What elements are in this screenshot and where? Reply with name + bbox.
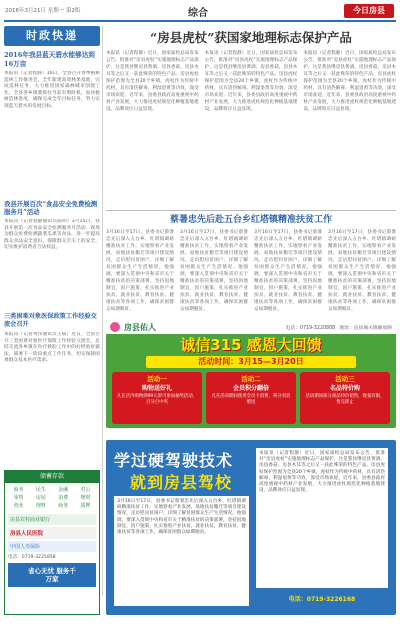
header [4, 2, 396, 22]
bank2-name: 房县农村商业银行 [10, 517, 51, 523]
insurance-name: 中国人寿保险 [10, 544, 41, 550]
bank-ad-header [5, 471, 99, 483]
hospital-name: 房县人民医院 [10, 531, 44, 537]
promo-box-sub: 会员积分翻倍 [232, 385, 269, 392]
article-1-col-b: 本报讯（记者程静）近日，国家质检总局发布公告，批准对“房县虎杖”实施地理标志产品保护，这是我县继房县黄酒、房县香菇、房县木耳等之后又一获此殊荣的特色产品。房县虎杖保护范围为全县20个乡镇，虎杖作为传统中药材，具有清热解毒、利湿退黄等功效，深受市场欢迎。近年来，县委县政府高度重视中药材产业发展，大力推进虎杖规范化种植基地建设，品牌效应日益显现。 [204, 51, 298, 112]
sidebar-headline-3: 三类困难对象医保政策工作经验交流会召开 [4, 313, 97, 328]
promo-box-text: 凡在店内购物满99元即可参加抽奖活动，百分百中奖 [116, 394, 198, 405]
bank-ad [4, 470, 100, 615]
category-cell: 消费 [58, 495, 69, 501]
slogan-box [8, 563, 96, 587]
promo-box-title: 活动二 [241, 375, 261, 383]
article-2-col-c: 3月16日至17日，县委书记蔡暑忠先后深入五台乡、红塔镇调研精准扶贫工作，实地察看产业发展、易地扶贫搬迁等项目建设情况，走访慰问贫困户，详细了解贫困群众生产生活情况。他强调，要深入贯彻中央和省市关于精准扶贫的决策部署，坚持因地制宜，因户施策，扎实推进产业扶贫、就业扶贫、教育扶贫、健康扶贫等各项工作，确保贫困群众如期脱贫。 [254, 230, 322, 312]
article-2-headline: 蔡暑忠先后赴五台乡红塔镇精准扶贫工作 [169, 215, 332, 225]
promo-box-sub: 购物送好礼 [141, 385, 172, 392]
promo-box [206, 372, 296, 424]
article-2-col-b: 3月16日至17日，县委书记蔡暑忠先后深入五台乡、红塔镇调研精准扶贫工作，实地察看产业发展、易地扶贫搬迁等项目建设情况，走访慰问贫困户，详细了解贫困群众生产生活情况。他强调，要深入贯彻中央和省市关于精准扶贫的决策部署，坚持因地制宜，因户施策，扎实推进产业扶贫、就业扶贫、教育扶贫、健康扶贫等各项工作，确保贫困群众如期脱贫。 [180, 230, 248, 312]
ad-body-a-text: 3月16日至17日，县委书记蔡暑忠先后深入五台乡、红塔镇调研精准扶贫工作，实地察看产业发展、易地扶贫搬迁等项目建设情况，走访慰问贫困户，详细了解贫困群众生产生活情况。他强调，要深入贯彻中央和省市关于精准扶贫的决策部署，坚持因地制宜，因户施策，扎实推进产业扶贫、就业扶贫、教育扶贫、健康扶贫等各项工作，确保贫困群众如期脱贫。 [117, 499, 246, 536]
sidebar-body-1: 本报讯（记者程静）16日，全县召开春季植树造林工作推进会，全年新建高效林果基地，完成造林任务，大力推进国家森林城市创建工作，全县各乡镇要抓住当前有利时机，加快植树造林进度，确保完成全年目标任务，努力实现蓝天碧水的发展目标。 [4, 71, 100, 109]
category-cell: 民生 [35, 487, 46, 493]
store-address: 地址：房县城关镇解放路 [339, 325, 392, 331]
article-2-col-d: 3月16日至17日，县委书记蔡暑忠先后深入五台乡、红塔镇调研精准扶贫工作，实地察看产业发展、易地扶贫搬迁等项目建设情况，走访慰问贫困户，详细了解贫困群众生产生活情况。他强调，要深入贯彻中央和省市关于精准扶贫的决策部署，坚持因地制宜，因户施策，扎实推进产业扶贫、就业扶贫、教育扶贫、健康扶贫等各项工作，确保贫困群众如期脱贫。 [328, 230, 396, 312]
category-cell: 对公 [80, 487, 91, 493]
promo-title: 诚信315 感恩大回馈 [180, 336, 322, 354]
promo-box [300, 372, 390, 424]
sidebar-headline-2: 我县开展百次“食品安全免费检测服务月”活动 [4, 200, 98, 216]
article-2-col-a: 3月16日至17日，县委书记蔡暑忠先后深入五台乡、红塔镇调研精准扶贫工作，实地察看产业发展、易地扶贫搬迁等项目建设情况，走访慰问贫困户，详细了解贫困群众生产生活情况。他强调，要深入贯彻中央和省市关于精准扶贫的决策部署，坚持因地制宜，因户施策，扎实推进产业扶贫、就业扶贫、教育扶贫、健康扶贫等各项工作，确保贫困群众如期脱贫。 [106, 230, 174, 312]
driving-school-ad [106, 440, 396, 615]
sidebar-body-2: 本报讯（记者程静通讯员陈明）3月15日，我县开展第一次食品安全检测服务月活动，现场为群众免费检测蔬菜瓜果等食品，进一步提高群众食品安全意识，保障群众舌尖上的安全，切实维护消费者合法权益。 [4, 219, 100, 251]
promo-top-row [106, 320, 396, 334]
ad-body-b-text: 本报讯（记者程静）近日，国家质检总局发布公告，批准对“房县虎杖”实施地理标志产品保护，这是我县继房县黄酒、房县香菇、房县木耳等之后又一获此殊荣的特色产品。房县虎杖保护范围为全县20个乡镇，虎杖作为传统中药材，具有清热解毒、利湿退黄等功效，深受市场欢迎。近年来，县委县政府高度重视中药材产业发展，大力推进虎杖规范化种植基地建设，品牌效应日益显现。 [259, 451, 385, 494]
masthead-badge [344, 4, 394, 18]
masthead-text: 今日房县 [353, 6, 385, 15]
bank-category-grid [5, 483, 99, 512]
sidebar-title: 时政快递 [26, 29, 78, 42]
ad-body-b [256, 448, 388, 588]
insurance-phone: 电话：0719-3225858 [8, 555, 56, 560]
ad-phone: 电话：0719-3226168 [288, 596, 356, 603]
sidebar-title-box [4, 26, 100, 46]
promo-period: 活动时间：3月15—3月20日 [146, 356, 356, 368]
category-cell: 创业 [13, 503, 24, 509]
main-article-2 [106, 213, 396, 312]
insurance-row [8, 541, 96, 552]
sidebar-headline-1: 2016年我县蓝天碧水能够达到16万亩 [4, 51, 95, 68]
article-1-headline: “房县虎杖”获国家地理标志保护产品 [150, 30, 352, 45]
bank-ad-title: 储蓄存款 [39, 473, 64, 480]
section-divider [106, 210, 396, 211]
flower-icon [110, 322, 120, 332]
promo-box-sub: 名品特价购 [329, 385, 360, 392]
bank2-row [8, 514, 96, 525]
section-title: 综合 [188, 8, 208, 19]
promo-box [112, 372, 202, 424]
ad-body-a [114, 496, 249, 606]
article-1-columns [106, 50, 396, 200]
ad-title-line-2: 就到房县驾校 [130, 473, 233, 492]
main-article-1 [106, 28, 396, 218]
store-name: 房县佑人 [124, 321, 156, 332]
promo-boxes [106, 368, 396, 428]
category-cell: 金融 [58, 487, 69, 493]
ad-title-line-1: 学过硬驾驶技术 [114, 451, 234, 470]
category-cell: 商务 [13, 487, 24, 493]
category-cell: 房屋 [35, 495, 46, 501]
article-1-col-a: 本报讯（记者程静）近日，国家质检总局发布公告，批准对“房县虎杖”实施地理标志产品保护，这是我县继房县黄酒、房县香菇、房县木耳等之后又一获此殊荣的特色产品。房县虎杖保护范围为全县20个乡镇，虎杖作为传统中药材，具有清热解毒、利湿退黄等功效，深受市场欢迎。近年来，县委县政府高度重视中药材产业发展，大力推进虎杖规范化种植基地建设，品牌效应日益显现。 [106, 51, 199, 112]
category-cell: 质押 [80, 503, 91, 509]
category-cell: 零售 [13, 495, 24, 501]
promo-banner [106, 320, 396, 428]
category-cell: 理财 [80, 495, 91, 501]
slogan-text: 省心无忧 服务千万家 [28, 567, 76, 583]
column-divider [102, 26, 103, 596]
article-1-col-c: 本报讯（记者程静）近日，国家质检总局发布公告，批准对“房县虎杖”实施地理标志产品保护，这是我县继房县黄酒、房县香菇、房县木耳等之后又一获此殊荣的特色产品。房县虎杖保护范围为全县20个乡镇，虎杖作为传统中药材，具有清热解毒、利湿退黄等功效，深受市场欢迎。近年来，县委县政府高度重视中药材产业发展，大力推进虎杖规范化种植基地建设，品牌效应日益显现。 [303, 51, 397, 112]
sidebar-news [4, 26, 100, 456]
promo-box-title: 活动一 [147, 375, 167, 383]
category-cell: 理财 [35, 503, 46, 509]
hospital-row [8, 527, 96, 539]
promo-box-text: 凡在活动期间使用会员卡消费，积分双倍赠送 [211, 394, 291, 405]
article-2-columns [106, 229, 396, 323]
promo-box-text: 活动期间部分商品特价销售，数量有限，售完即止 [305, 394, 385, 405]
category-cell: 商务 [58, 503, 69, 509]
store-phone: 电话：0719-3220808 [285, 325, 336, 331]
promo-box-title: 活动三 [335, 375, 355, 383]
sidebar-body-3: 本报讯（记者黄伟通讯员王斌）近日，全县召开三类困难对象医疗保障工作经验交流会，总结交流各乡镇在医疗救助工作中的好经验好做法，部署下一阶段重点工作任务，切实保障困难群众基本医疗需求。 [4, 332, 100, 364]
issue-date: 2016年3月21日 星期一 第2版 [5, 8, 81, 14]
